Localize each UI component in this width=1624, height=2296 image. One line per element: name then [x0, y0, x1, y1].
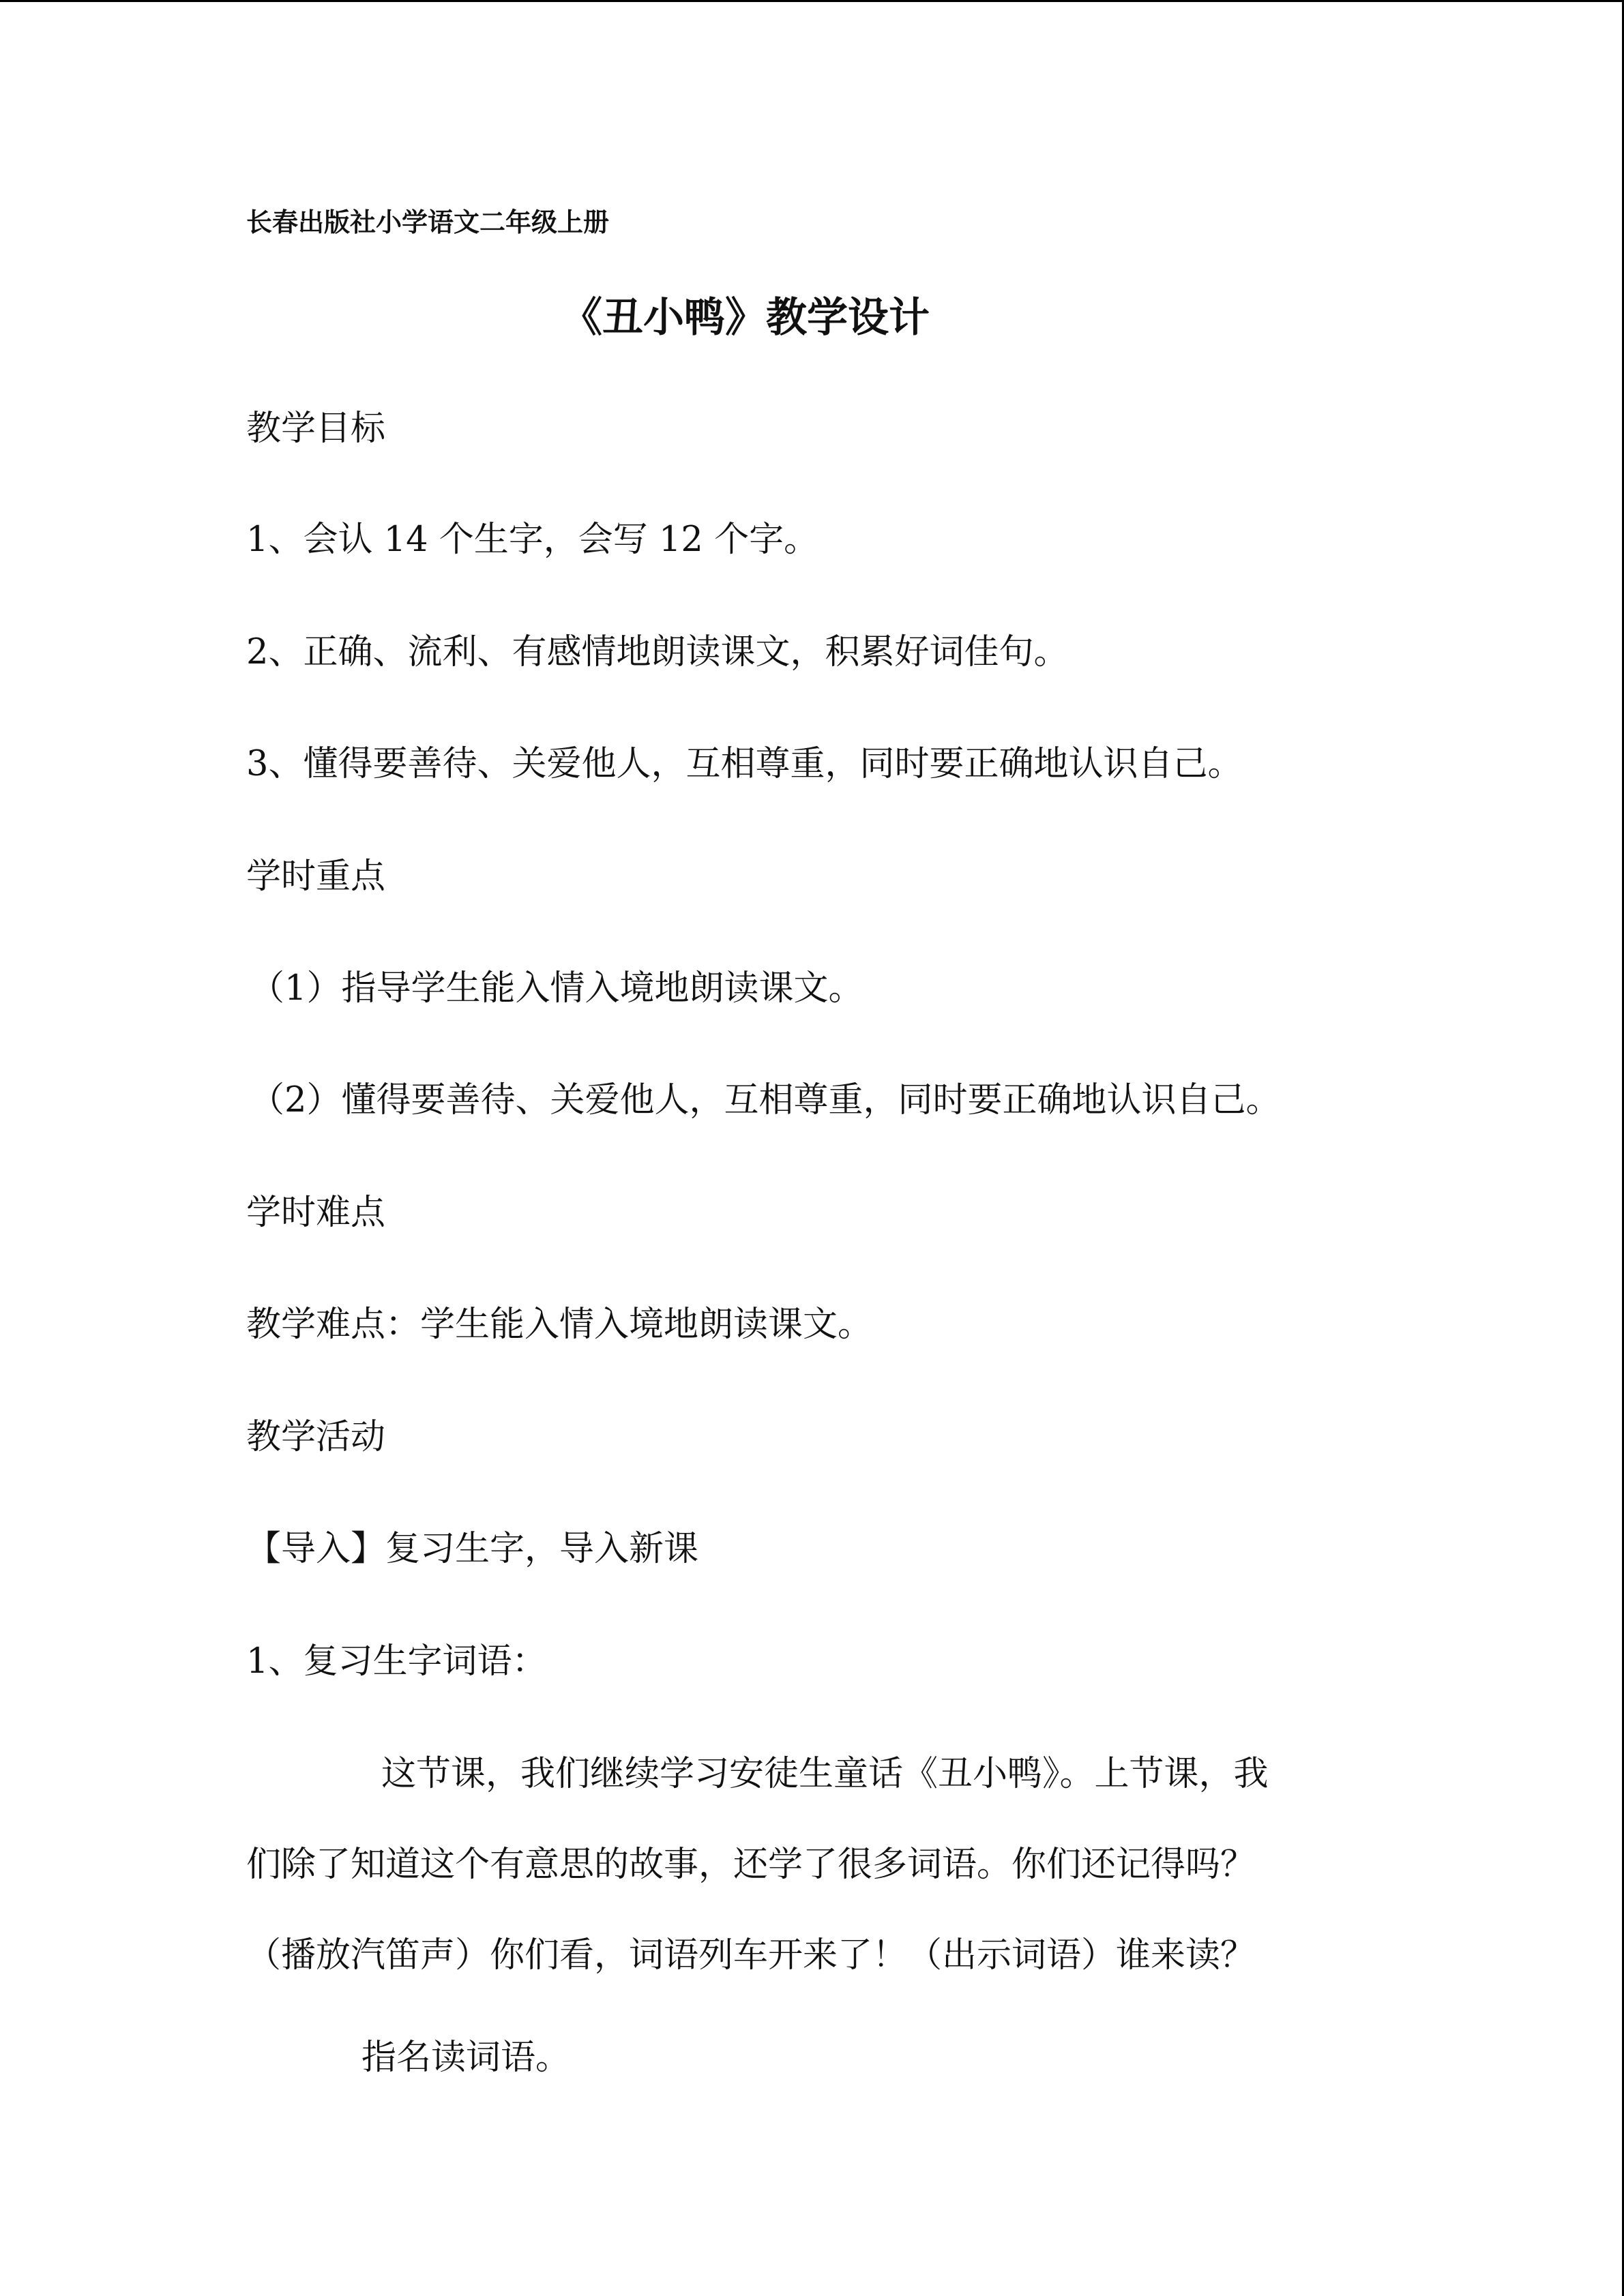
key-point-item: （2）懂得要善待、关爱他人，互相尊重，同时要正确地认识自己。: [250, 1080, 1281, 1120]
key-points-heading: 学时重点: [246, 856, 386, 897]
review-heading: 1、复习生字词语：: [246, 1641, 547, 1682]
document-header: 长春出版社小学语文二年级上册: [246, 207, 610, 237]
objectives-heading: 教学目标: [246, 408, 386, 449]
difficulty-text: 教学难点：学生能入情入境地朗读课文。: [246, 1304, 873, 1345]
final-line: 指名读词语。: [361, 2038, 571, 2078]
intro-heading: 【导入】复习生字，导入新课: [246, 1529, 699, 1569]
difficulties-heading: 学时难点: [246, 1193, 386, 1233]
document-title: 《丑小鸭》教学设计: [561, 294, 930, 342]
paragraph-line: 这节课，我们继续学习安徒生童话《丑小鸭》。上节课，我: [381, 1754, 1269, 1794]
objective-item: 3、懂得要善待、关爱他人，互相尊重，同时要正确地认识自己。: [246, 744, 1243, 784]
paragraph-line: 们除了知道这个有意思的故事，还学了很多词语。你们还记得吗？: [246, 1845, 1256, 1885]
key-point-item: （1）指导学生能入情入境地朗读课文。: [250, 968, 863, 1009]
objective-item: 1、会认 14 个生字，会写 12 个字。: [246, 520, 819, 560]
paragraph-line: （播放汽笛声）你们看，词语列车开来了！（出示词语）谁来读？: [246, 1935, 1256, 1976]
activities-heading: 教学活动: [246, 1417, 386, 1457]
page-border-top: [0, 0, 1624, 2]
objective-item: 2、正确、流利、有感情地朗读课文，积累好词佳句。: [246, 632, 1069, 672]
